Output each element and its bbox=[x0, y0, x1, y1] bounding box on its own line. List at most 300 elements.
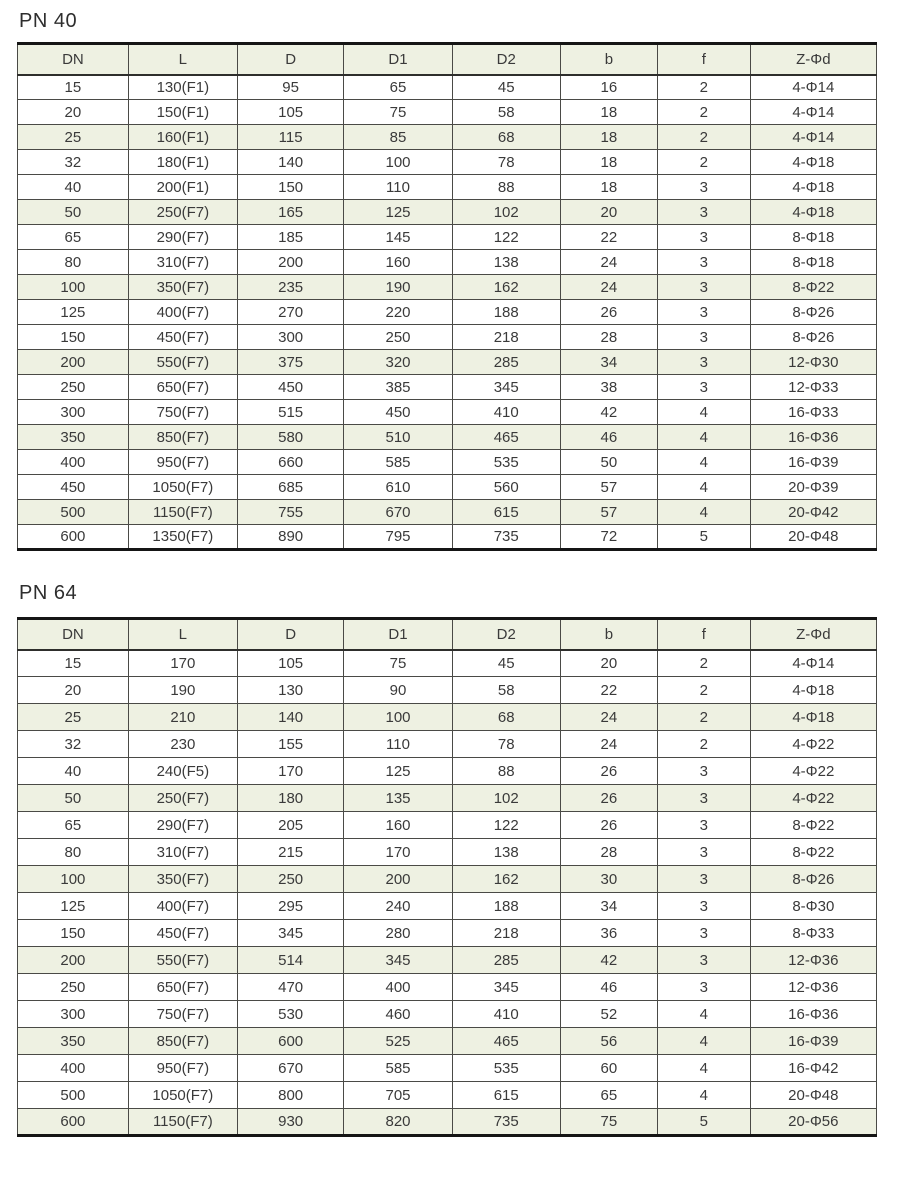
table-row bbox=[18, 275, 877, 300]
table-cell: 385 bbox=[344, 375, 452, 400]
table-cell: 24 bbox=[560, 731, 657, 758]
column-header: b bbox=[560, 44, 657, 75]
table-cell: 4 bbox=[657, 1001, 750, 1028]
header-row bbox=[18, 619, 877, 650]
table-cell: 32 bbox=[18, 731, 129, 758]
table-cell: 215 bbox=[237, 839, 344, 866]
table-cell: 26 bbox=[560, 758, 657, 785]
table-cell: 102 bbox=[452, 785, 560, 812]
table-cell: 465 bbox=[452, 425, 560, 450]
table-cell: 820 bbox=[344, 1109, 452, 1136]
pn64-section bbox=[17, 582, 877, 1137]
column-header: b bbox=[560, 619, 657, 650]
table-cell: 75 bbox=[560, 1109, 657, 1136]
column-header: L bbox=[128, 44, 237, 75]
table-cell: 500 bbox=[18, 500, 129, 525]
table-cell: 240(F5) bbox=[128, 758, 237, 785]
table-cell: 310(F7) bbox=[128, 250, 237, 275]
table-cell: 12-Φ33 bbox=[750, 375, 876, 400]
table-cell: 400 bbox=[18, 1055, 129, 1082]
table-cell: 90 bbox=[344, 677, 452, 704]
table-cell: 200(F1) bbox=[128, 175, 237, 200]
table-cell: 450 bbox=[18, 475, 129, 500]
table-cell: 80 bbox=[18, 250, 129, 275]
table-row bbox=[18, 225, 877, 250]
table-cell: 125 bbox=[18, 893, 129, 920]
table-cell: 36 bbox=[560, 920, 657, 947]
column-header: D1 bbox=[344, 619, 452, 650]
table-cell: 600 bbox=[237, 1028, 344, 1055]
table-cell: 12-Φ30 bbox=[750, 350, 876, 375]
table-cell: 535 bbox=[452, 1055, 560, 1082]
table-cell: 125 bbox=[344, 200, 452, 225]
table-cell: 515 bbox=[237, 400, 344, 425]
table-cell: 650(F7) bbox=[128, 974, 237, 1001]
table-cell: 300 bbox=[18, 400, 129, 425]
table-row bbox=[18, 704, 877, 731]
table-row bbox=[18, 75, 877, 100]
table-cell: 218 bbox=[452, 920, 560, 947]
column-header: f bbox=[657, 619, 750, 650]
table-cell: 20 bbox=[18, 677, 129, 704]
table-cell: 585 bbox=[344, 1055, 452, 1082]
table-cell: 65 bbox=[18, 225, 129, 250]
table-cell: 950(F7) bbox=[128, 1055, 237, 1082]
table-cell: 46 bbox=[560, 974, 657, 1001]
table-cell: 3 bbox=[657, 350, 750, 375]
table-row bbox=[18, 150, 877, 175]
table-cell: 8-Φ22 bbox=[750, 839, 876, 866]
table-row bbox=[18, 350, 877, 375]
table-cell: 3 bbox=[657, 893, 750, 920]
table-cell: 102 bbox=[452, 200, 560, 225]
table-cell: 930 bbox=[237, 1109, 344, 1136]
table-cell: 20-Φ39 bbox=[750, 475, 876, 500]
table-cell: 600 bbox=[18, 525, 129, 550]
table-cell: 320 bbox=[344, 350, 452, 375]
table-cell: 78 bbox=[452, 731, 560, 758]
table-cell: 3 bbox=[657, 920, 750, 947]
table-cell: 100 bbox=[18, 866, 129, 893]
table-cell: 585 bbox=[344, 450, 452, 475]
table-cell: 1150(F7) bbox=[128, 500, 237, 525]
table-cell: 218 bbox=[452, 325, 560, 350]
table-cell: 280 bbox=[344, 920, 452, 947]
table-row bbox=[18, 300, 877, 325]
column-header: DN bbox=[18, 619, 129, 650]
table-row bbox=[18, 650, 877, 677]
table-cell: 3 bbox=[657, 947, 750, 974]
table-cell: 310(F7) bbox=[128, 839, 237, 866]
table-cell: 20 bbox=[18, 100, 129, 125]
table-cell: 2 bbox=[657, 677, 750, 704]
table-cell: 795 bbox=[344, 525, 452, 550]
table-row bbox=[18, 200, 877, 225]
table-cell: 3 bbox=[657, 839, 750, 866]
table-cell: 250 bbox=[18, 974, 129, 1001]
table-cell: 122 bbox=[452, 812, 560, 839]
table-cell: 735 bbox=[452, 525, 560, 550]
table-cell: 4-Φ14 bbox=[750, 75, 876, 100]
table-cell: 105 bbox=[237, 650, 344, 677]
table-cell: 50 bbox=[560, 450, 657, 475]
table-cell: 205 bbox=[237, 812, 344, 839]
table-cell: 72 bbox=[560, 525, 657, 550]
table-cell: 3 bbox=[657, 200, 750, 225]
table-cell: 4-Φ22 bbox=[750, 785, 876, 812]
datasheet-page bbox=[17, 0, 877, 1137]
table-cell: 8-Φ22 bbox=[750, 275, 876, 300]
column-header: L bbox=[128, 619, 237, 650]
table-cell: 3 bbox=[657, 785, 750, 812]
table-cell: 615 bbox=[452, 500, 560, 525]
table-row bbox=[18, 525, 877, 550]
table-row bbox=[18, 920, 877, 947]
table-cell: 12-Φ36 bbox=[750, 974, 876, 1001]
table-cell: 4 bbox=[657, 450, 750, 475]
table-cell: 285 bbox=[452, 350, 560, 375]
table-cell: 510 bbox=[344, 425, 452, 450]
table-cell: 450(F7) bbox=[128, 325, 237, 350]
header-row bbox=[18, 44, 877, 75]
table-cell: 145 bbox=[344, 225, 452, 250]
table-cell: 22 bbox=[560, 677, 657, 704]
table-cell: 150 bbox=[18, 325, 129, 350]
table-row bbox=[18, 1028, 877, 1055]
column-header: D bbox=[237, 619, 344, 650]
table-cell: 270 bbox=[237, 300, 344, 325]
table-cell: 4 bbox=[657, 400, 750, 425]
table-cell: 4-Φ14 bbox=[750, 125, 876, 150]
table-cell: 105 bbox=[237, 100, 344, 125]
pn40-table-header bbox=[18, 44, 877, 75]
table-cell: 350 bbox=[18, 1028, 129, 1055]
column-header: DN bbox=[18, 44, 129, 75]
pn64-table-header bbox=[18, 619, 877, 650]
table-cell: 24 bbox=[560, 250, 657, 275]
table-cell: 18 bbox=[560, 100, 657, 125]
table-cell: 2 bbox=[657, 704, 750, 731]
table-cell: 180 bbox=[237, 785, 344, 812]
table-cell: 4-Φ18 bbox=[750, 200, 876, 225]
table-cell: 4 bbox=[657, 1055, 750, 1082]
table-cell: 3 bbox=[657, 375, 750, 400]
table-cell: 500 bbox=[18, 1082, 129, 1109]
table-cell: 150 bbox=[18, 920, 129, 947]
table-cell: 3 bbox=[657, 866, 750, 893]
table-cell: 15 bbox=[18, 75, 129, 100]
table-cell: 400 bbox=[344, 974, 452, 1001]
table-cell: 68 bbox=[452, 704, 560, 731]
table-cell: 465 bbox=[452, 1028, 560, 1055]
table-cell: 685 bbox=[237, 475, 344, 500]
table-cell: 45 bbox=[452, 650, 560, 677]
table-cell: 200 bbox=[237, 250, 344, 275]
table-cell: 150(F1) bbox=[128, 100, 237, 125]
table-cell: 16-Φ36 bbox=[750, 1001, 876, 1028]
table-cell: 295 bbox=[237, 893, 344, 920]
table-cell: 50 bbox=[18, 785, 129, 812]
table-row bbox=[18, 375, 877, 400]
pn40-section bbox=[17, 10, 877, 551]
table-cell: 550(F7) bbox=[128, 350, 237, 375]
table-cell: 20-Φ48 bbox=[750, 525, 876, 550]
table-row bbox=[18, 947, 877, 974]
table-cell: 400(F7) bbox=[128, 893, 237, 920]
table-row bbox=[18, 1055, 877, 1082]
table-cell: 3 bbox=[657, 812, 750, 839]
table-cell: 220 bbox=[344, 300, 452, 325]
pn40-section-title: PN 40 bbox=[19, 10, 78, 32]
table-cell: 28 bbox=[560, 325, 657, 350]
table-cell: 40 bbox=[18, 758, 129, 785]
table-cell: 4 bbox=[657, 425, 750, 450]
table-cell: 600 bbox=[18, 1109, 129, 1136]
table-cell: 20 bbox=[560, 650, 657, 677]
table-cell: 610 bbox=[344, 475, 452, 500]
table-cell: 2 bbox=[657, 100, 750, 125]
pn40-table-body bbox=[18, 75, 877, 550]
table-row bbox=[18, 400, 877, 425]
table-cell: 58 bbox=[452, 677, 560, 704]
table-cell: 750(F7) bbox=[128, 400, 237, 425]
table-row bbox=[18, 325, 877, 350]
table-cell: 57 bbox=[560, 500, 657, 525]
table-cell: 125 bbox=[344, 758, 452, 785]
table-cell: 65 bbox=[560, 1082, 657, 1109]
table-row bbox=[18, 1082, 877, 1109]
table-cell: 2 bbox=[657, 650, 750, 677]
table-cell: 30 bbox=[560, 866, 657, 893]
table-cell: 250(F7) bbox=[128, 200, 237, 225]
table-cell: 300 bbox=[18, 1001, 129, 1028]
table-cell: 285 bbox=[452, 947, 560, 974]
table-cell: 450 bbox=[237, 375, 344, 400]
table-cell: 250 bbox=[237, 866, 344, 893]
table-row bbox=[18, 1109, 877, 1136]
table-cell: 345 bbox=[344, 947, 452, 974]
table-cell: 660 bbox=[237, 450, 344, 475]
table-cell: 350 bbox=[18, 425, 129, 450]
table-cell: 15 bbox=[18, 650, 129, 677]
table-cell: 850(F7) bbox=[128, 1028, 237, 1055]
table-cell: 250(F7) bbox=[128, 785, 237, 812]
pn40-dimension-table bbox=[17, 42, 877, 551]
table-cell: 110 bbox=[344, 731, 452, 758]
table-row bbox=[18, 250, 877, 275]
table-cell: 375 bbox=[237, 350, 344, 375]
table-cell: 60 bbox=[560, 1055, 657, 1082]
table-row bbox=[18, 677, 877, 704]
table-cell: 200 bbox=[18, 350, 129, 375]
table-cell: 135 bbox=[344, 785, 452, 812]
table-row bbox=[18, 866, 877, 893]
table-cell: 170 bbox=[237, 758, 344, 785]
column-header: f bbox=[657, 44, 750, 75]
table-cell: 535 bbox=[452, 450, 560, 475]
table-cell: 2 bbox=[657, 150, 750, 175]
table-cell: 190 bbox=[344, 275, 452, 300]
pn64-table-body bbox=[18, 650, 877, 1136]
table-cell: 8-Φ33 bbox=[750, 920, 876, 947]
table-row bbox=[18, 758, 877, 785]
table-cell: 42 bbox=[560, 947, 657, 974]
table-cell: 190 bbox=[128, 677, 237, 704]
table-cell: 138 bbox=[452, 839, 560, 866]
table-cell: 5 bbox=[657, 1109, 750, 1136]
table-cell: 24 bbox=[560, 275, 657, 300]
table-cell: 65 bbox=[344, 75, 452, 100]
table-cell: 50 bbox=[18, 200, 129, 225]
table-cell: 160 bbox=[344, 812, 452, 839]
table-cell: 170 bbox=[344, 839, 452, 866]
table-cell: 1350(F7) bbox=[128, 525, 237, 550]
column-header: D2 bbox=[452, 619, 560, 650]
table-cell: 138 bbox=[452, 250, 560, 275]
table-cell: 16 bbox=[560, 75, 657, 100]
table-cell: 100 bbox=[344, 150, 452, 175]
table-row bbox=[18, 731, 877, 758]
table-cell: 16-Φ39 bbox=[750, 1028, 876, 1055]
table-cell: 26 bbox=[560, 812, 657, 839]
table-cell: 100 bbox=[344, 704, 452, 731]
column-header: Z-Φd bbox=[750, 619, 876, 650]
table-cell: 16-Φ36 bbox=[750, 425, 876, 450]
table-cell: 890 bbox=[237, 525, 344, 550]
table-cell: 560 bbox=[452, 475, 560, 500]
table-row bbox=[18, 475, 877, 500]
table-row bbox=[18, 100, 877, 125]
table-cell: 450 bbox=[344, 400, 452, 425]
table-cell: 162 bbox=[452, 275, 560, 300]
table-row bbox=[18, 839, 877, 866]
table-cell: 34 bbox=[560, 350, 657, 375]
table-cell: 1050(F7) bbox=[128, 1082, 237, 1109]
table-cell: 450(F7) bbox=[128, 920, 237, 947]
table-cell: 2 bbox=[657, 125, 750, 150]
table-cell: 125 bbox=[18, 300, 129, 325]
table-row bbox=[18, 425, 877, 450]
table-cell: 755 bbox=[237, 500, 344, 525]
table-cell: 4-Φ14 bbox=[750, 650, 876, 677]
table-row bbox=[18, 500, 877, 525]
table-cell: 345 bbox=[237, 920, 344, 947]
table-cell: 615 bbox=[452, 1082, 560, 1109]
table-cell: 46 bbox=[560, 425, 657, 450]
table-cell: 210 bbox=[128, 704, 237, 731]
column-header: D1 bbox=[344, 44, 452, 75]
pn64-dimension-table bbox=[17, 617, 877, 1137]
table-row bbox=[18, 175, 877, 200]
table-cell: 26 bbox=[560, 785, 657, 812]
table-cell: 240 bbox=[344, 893, 452, 920]
table-cell: 34 bbox=[560, 893, 657, 920]
table-cell: 18 bbox=[560, 125, 657, 150]
table-cell: 25 bbox=[18, 704, 129, 731]
table-cell: 5 bbox=[657, 525, 750, 550]
table-cell: 115 bbox=[237, 125, 344, 150]
table-cell: 4 bbox=[657, 1028, 750, 1055]
table-cell: 180(F1) bbox=[128, 150, 237, 175]
table-cell: 3 bbox=[657, 974, 750, 1001]
table-cell: 95 bbox=[237, 75, 344, 100]
table-cell: 52 bbox=[560, 1001, 657, 1028]
table-cell: 4 bbox=[657, 500, 750, 525]
table-cell: 2 bbox=[657, 75, 750, 100]
table-cell: 8-Φ18 bbox=[750, 225, 876, 250]
table-cell: 4-Φ18 bbox=[750, 175, 876, 200]
table-cell: 185 bbox=[237, 225, 344, 250]
table-cell: 4-Φ22 bbox=[750, 731, 876, 758]
table-cell: 20 bbox=[560, 200, 657, 225]
table-cell: 1050(F7) bbox=[128, 475, 237, 500]
table-cell: 100 bbox=[18, 275, 129, 300]
column-header: Z-Φd bbox=[750, 44, 876, 75]
table-cell: 670 bbox=[237, 1055, 344, 1082]
table-cell: 57 bbox=[560, 475, 657, 500]
table-cell: 80 bbox=[18, 839, 129, 866]
table-cell: 188 bbox=[452, 893, 560, 920]
table-cell: 3 bbox=[657, 300, 750, 325]
table-cell: 25 bbox=[18, 125, 129, 150]
table-cell: 200 bbox=[18, 947, 129, 974]
table-cell: 8-Φ26 bbox=[750, 866, 876, 893]
table-cell: 850(F7) bbox=[128, 425, 237, 450]
table-cell: 290(F7) bbox=[128, 225, 237, 250]
table-cell: 4 bbox=[657, 1082, 750, 1109]
table-cell: 8-Φ18 bbox=[750, 250, 876, 275]
column-header: D2 bbox=[452, 44, 560, 75]
table-cell: 410 bbox=[452, 400, 560, 425]
table-cell: 950(F7) bbox=[128, 450, 237, 475]
table-cell: 8-Φ30 bbox=[750, 893, 876, 920]
table-row bbox=[18, 812, 877, 839]
table-cell: 200 bbox=[344, 866, 452, 893]
table-cell: 85 bbox=[344, 125, 452, 150]
table-cell: 400 bbox=[18, 450, 129, 475]
table-cell: 8-Φ26 bbox=[750, 325, 876, 350]
table-cell: 4 bbox=[657, 475, 750, 500]
table-cell: 470 bbox=[237, 974, 344, 1001]
table-cell: 4-Φ14 bbox=[750, 100, 876, 125]
table-cell: 56 bbox=[560, 1028, 657, 1055]
table-cell: 250 bbox=[344, 325, 452, 350]
table-cell: 580 bbox=[237, 425, 344, 450]
table-cell: 28 bbox=[560, 839, 657, 866]
table-cell: 400(F7) bbox=[128, 300, 237, 325]
table-cell: 460 bbox=[344, 1001, 452, 1028]
table-cell: 22 bbox=[560, 225, 657, 250]
table-cell: 705 bbox=[344, 1082, 452, 1109]
column-header: D bbox=[237, 44, 344, 75]
table-cell: 78 bbox=[452, 150, 560, 175]
table-cell: 40 bbox=[18, 175, 129, 200]
table-row bbox=[18, 785, 877, 812]
table-cell: 530 bbox=[237, 1001, 344, 1028]
table-cell: 3 bbox=[657, 325, 750, 350]
table-cell: 45 bbox=[452, 75, 560, 100]
table-cell: 38 bbox=[560, 375, 657, 400]
table-row bbox=[18, 125, 877, 150]
table-cell: 410 bbox=[452, 1001, 560, 1028]
table-cell: 12-Φ36 bbox=[750, 947, 876, 974]
table-cell: 750(F7) bbox=[128, 1001, 237, 1028]
table-cell: 345 bbox=[452, 375, 560, 400]
table-cell: 3 bbox=[657, 250, 750, 275]
table-cell: 18 bbox=[560, 175, 657, 200]
table-cell: 345 bbox=[452, 974, 560, 1001]
table-cell: 170 bbox=[128, 650, 237, 677]
